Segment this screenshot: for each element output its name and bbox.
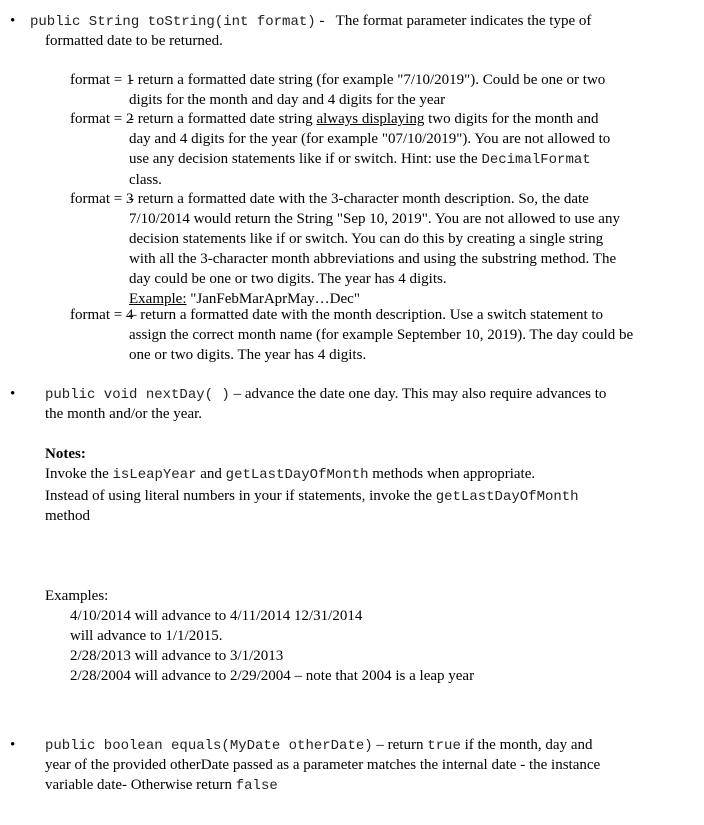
example-line: 2/28/2004 will advance to 2/29/2004 – note that 2004 is a leap year xyxy=(70,668,475,684)
equals-text: if the month, day and xyxy=(460,737,593,753)
format-3-label: format = 3 xyxy=(70,191,134,207)
format-4-line: one or two digits. The year has 4 digits. xyxy=(129,347,367,363)
format-3-line: - return a formatted date with the 3-character month description. So, the date xyxy=(129,191,589,207)
bullet-dot: • xyxy=(10,737,16,753)
nextday-header-line xyxy=(45,384,606,405)
nextday-signature: public void nextDay( ) xyxy=(45,387,230,403)
tostring-desc-second: formatted date to be returned. xyxy=(45,33,223,49)
examples-heading: Examples: xyxy=(45,588,109,604)
format-3-line: decision statements like if or switch. You can do this by creating a single string xyxy=(129,231,604,247)
format-1-label: format = 1 xyxy=(70,72,134,88)
notes-line xyxy=(45,486,579,507)
format-1-line: digits for the month and day and 4 digits for the year xyxy=(129,92,446,108)
tostring-dash: - xyxy=(315,13,329,29)
notes-line: method xyxy=(45,508,90,524)
equals-text: – return xyxy=(372,737,428,753)
notes-heading-text: Notes: xyxy=(45,446,86,462)
notes-code: isLeapYear xyxy=(112,467,197,483)
format-4-line: – return a formatted date with the month description. Use a switch statement to xyxy=(129,307,604,323)
format-2-line xyxy=(129,109,689,129)
equals-line: year of the provided otherDate passed as a parameter matches the internal date - the instance xyxy=(45,757,601,773)
format-2-text: - return a formatted date string xyxy=(129,111,317,127)
notes-text: and xyxy=(196,466,226,482)
notes-code: getLastDayOfMonth xyxy=(435,489,579,505)
bullet-dot: • xyxy=(10,13,16,29)
notes-line xyxy=(45,464,535,485)
tostring-desc-first: The format parameter indicates the type of xyxy=(335,13,592,29)
format-2-code: DecimalFormat xyxy=(481,152,591,168)
example-line: 4/10/2014 will advance to 4/11/2014 12/31/2014 xyxy=(70,608,363,624)
equals-header-line xyxy=(45,735,592,756)
format-3-line: day could be one or two digits. The year has 4 digits. xyxy=(129,271,447,287)
format-1-line: - return a formatted date string (for example "7/10/2019"). Could be one or two xyxy=(129,72,606,88)
format-2-line: day and 4 digits for the year (for example "07/10/2019"). You are not allowed to xyxy=(129,131,611,147)
tostring-signature: public String toString(int format) xyxy=(30,14,316,30)
nextday-desc-second: the month and/or the year. xyxy=(45,406,203,422)
example-line: will advance to 1/1/2015. xyxy=(70,628,223,644)
nextday-desc-first: – advance the date one day. This may also require advances to xyxy=(229,386,607,402)
notes-text: Instead of using literal numbers in your if statements, invoke the xyxy=(45,488,436,504)
equals-code: true xyxy=(427,738,461,754)
notes-heading xyxy=(45,444,86,464)
format-2-text: use any decision statements like if or switch. Hint: use the xyxy=(129,151,482,167)
equals-signature: public boolean equals(MyDate otherDate) xyxy=(45,738,373,754)
format-4-label: format = 4 xyxy=(70,307,134,323)
notes-text: methods when appropriate. xyxy=(368,466,536,482)
format-2-line: class. xyxy=(129,172,162,188)
tostring-header-line xyxy=(30,11,591,32)
format-4-line: assign the correct month name (for example September 10, 2019). The day could be xyxy=(129,327,634,343)
example-line: 2/28/2013 will advance to 3/1/2013 xyxy=(70,648,284,664)
example-text: "JanFebMarAprMay…Dec" xyxy=(186,291,360,307)
format-3-line: with all the 3-character month abbreviations and using the substring method. The xyxy=(129,251,617,267)
equals-text: variable date- Otherwise return xyxy=(45,777,236,793)
format-2-line xyxy=(129,149,689,170)
equals-line xyxy=(45,775,278,796)
bullet-dot: • xyxy=(10,386,16,402)
example-label: Example: xyxy=(129,291,187,307)
format-2-label: format = 2 xyxy=(70,111,134,127)
format-2-underlined: always displaying xyxy=(316,111,425,127)
equals-code: false xyxy=(235,778,278,794)
notes-code: getLastDayOfMonth xyxy=(225,467,369,483)
notes-text: Invoke the xyxy=(45,466,113,482)
format-2-text: two digits for the month and xyxy=(424,111,599,127)
format-3-line: 7/10/2014 would return the String "Sep 10, 2019". You are not allowed to use any xyxy=(129,211,620,227)
